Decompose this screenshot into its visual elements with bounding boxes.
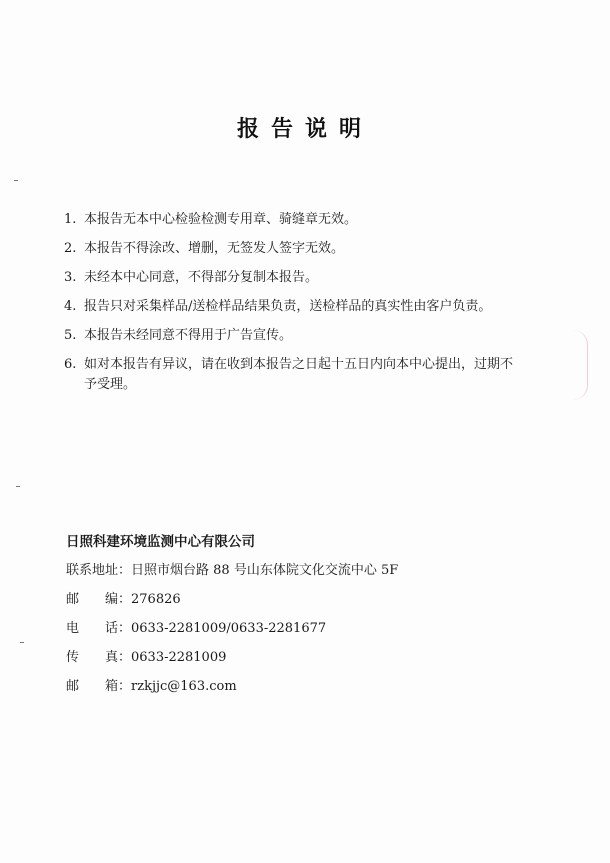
phone-row [66,614,398,643]
address-label: 联系地址： [66,563,132,578]
postcode-row [66,585,398,614]
fax-value: 0633-2281009 [131,650,227,665]
email-label [66,672,131,701]
list-item [64,205,564,234]
item-number: 5. [64,328,77,343]
scan-speck [14,180,18,181]
list-item [64,234,564,263]
fax-label-a: 传 [66,650,80,665]
list-item [64,350,564,379]
item-text: 本报告不得涂改、增删，无签发人签字无效。 [84,241,345,256]
item-6-continuation: 予受理。 [84,377,137,392]
company-name: 日照科建环境监测中心有限公司 [66,534,255,550]
item-number: 6. [64,357,77,372]
list-item [64,292,564,321]
item-text: 本报告无本中心检验检测专用章、骑缝章无效。 [84,212,358,227]
list-item [64,321,564,350]
item-number: 1. [64,212,77,227]
postcode-label [66,585,131,614]
phone-label [66,614,131,643]
list-item [64,263,564,292]
item-number: 4. [64,299,77,314]
email-value: rzkjjc@163.com [131,679,237,694]
item-text: 本报告未经同意不得用于广告宣传。 [84,328,293,343]
fax-row [66,643,398,672]
fax-label [66,643,131,672]
phone-value: 0633-2281009/0633-2281677 [131,621,327,636]
fax-label-b: 真： [104,650,131,665]
seam-stamp-trace [573,330,588,400]
address-row [66,556,398,585]
item-text: 如对本报告有异议，请在收到本报告之日起十五日内向本中心提出，过期不 [84,357,514,372]
email-label-b: 箱： [104,679,131,694]
phone-label-a: 电 [66,621,80,636]
page-title: 报告说明 [236,117,373,142]
item-text: 报告只对采集样品/送检样品结果负责，送检样品的真实性由客户负责。 [84,299,492,314]
scan-speck [16,486,20,487]
address-value: 日照市烟台路 88 号山东体院文化交流中心 5F [131,563,399,578]
notes-list [64,205,564,379]
phone-label-b: 话： [104,621,131,636]
postcode-label-a: 邮 [66,592,80,607]
email-row [66,672,398,701]
item-number: 2. [64,241,77,256]
item-number: 3. [64,270,77,285]
email-label-a: 邮 [66,679,80,694]
postcode-label-b: 编： [104,592,131,607]
contact-info [66,556,398,701]
item-text: 未经本中心同意，不得部分复制本报告。 [84,270,319,285]
postcode-value: 276826 [131,592,181,607]
scan-speck [20,642,24,643]
